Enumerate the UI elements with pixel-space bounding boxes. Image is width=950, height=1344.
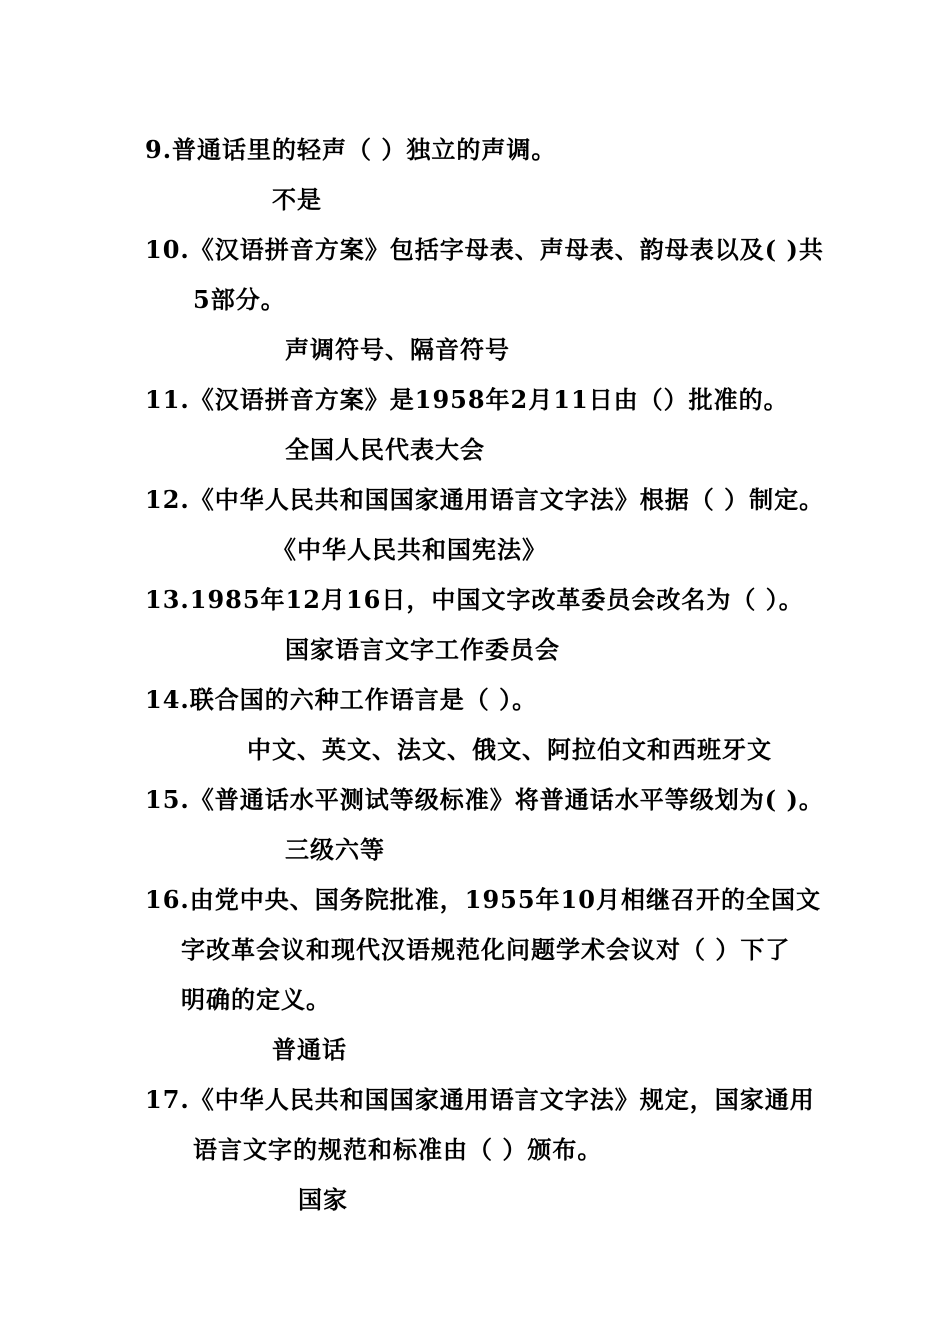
question-11-line-1: 11.《汉语拼音方案》是1958年2月11日由（）批准的。 bbox=[145, 385, 789, 414]
answer-14: 中文、英文、法文、俄文、阿拉伯文和西班牙文 bbox=[247, 735, 772, 764]
question-16-line-2: 字改革会议和现代汉语规范化问题学术会议对（ ）下了 bbox=[181, 935, 791, 964]
answer-16: 普通话 bbox=[272, 1035, 347, 1064]
question-17-line-1: 17.《中华人民共和国国家通用语言文字法》规定，国家通用 bbox=[145, 1085, 815, 1114]
question-12-line-1: 12.《中华人民共和国国家通用语言文字法》根据（ ）制定。 bbox=[145, 485, 825, 514]
question-15-line-1: 15.《普通话水平测试等级标准》将普通话水平等级划为( )。 bbox=[145, 785, 824, 814]
question-10-line-1: 10.《汉语拼音方案》包括字母表、声母表、韵母表以及( )共 bbox=[145, 235, 824, 264]
answer-17: 国家 bbox=[298, 1185, 348, 1214]
answer-12: 《中华人民共和国宪法》 bbox=[272, 535, 547, 564]
question-16-line-3: 明确的定义。 bbox=[181, 985, 331, 1014]
question-10-line-2: 5部分。 bbox=[193, 285, 286, 314]
question-14-line-1: 14.联合国的六种工作语言是（ ）。 bbox=[145, 685, 538, 714]
answer-13: 国家语言文字工作委员会 bbox=[285, 635, 560, 664]
question-9-line-1: 9.普通话里的轻声（ ）独立的声调。 bbox=[145, 135, 557, 164]
answer-11: 全国人民代表大会 bbox=[285, 435, 485, 464]
answer-10: 声调符号、隔音符号 bbox=[285, 335, 510, 364]
question-16-line-1: 16.由党中央、国务院批准，1955年10月相继召开的全国文 bbox=[145, 885, 821, 914]
question-17-line-2: 语言文字的规范和标准由（ ）颁布。 bbox=[193, 1135, 603, 1164]
answer-15: 三级六等 bbox=[285, 835, 385, 864]
question-13-line-1: 13.1985年12月16日，中国文字改革委员会改名为（ ）。 bbox=[145, 585, 804, 614]
answer-9: 不是 bbox=[272, 185, 322, 214]
